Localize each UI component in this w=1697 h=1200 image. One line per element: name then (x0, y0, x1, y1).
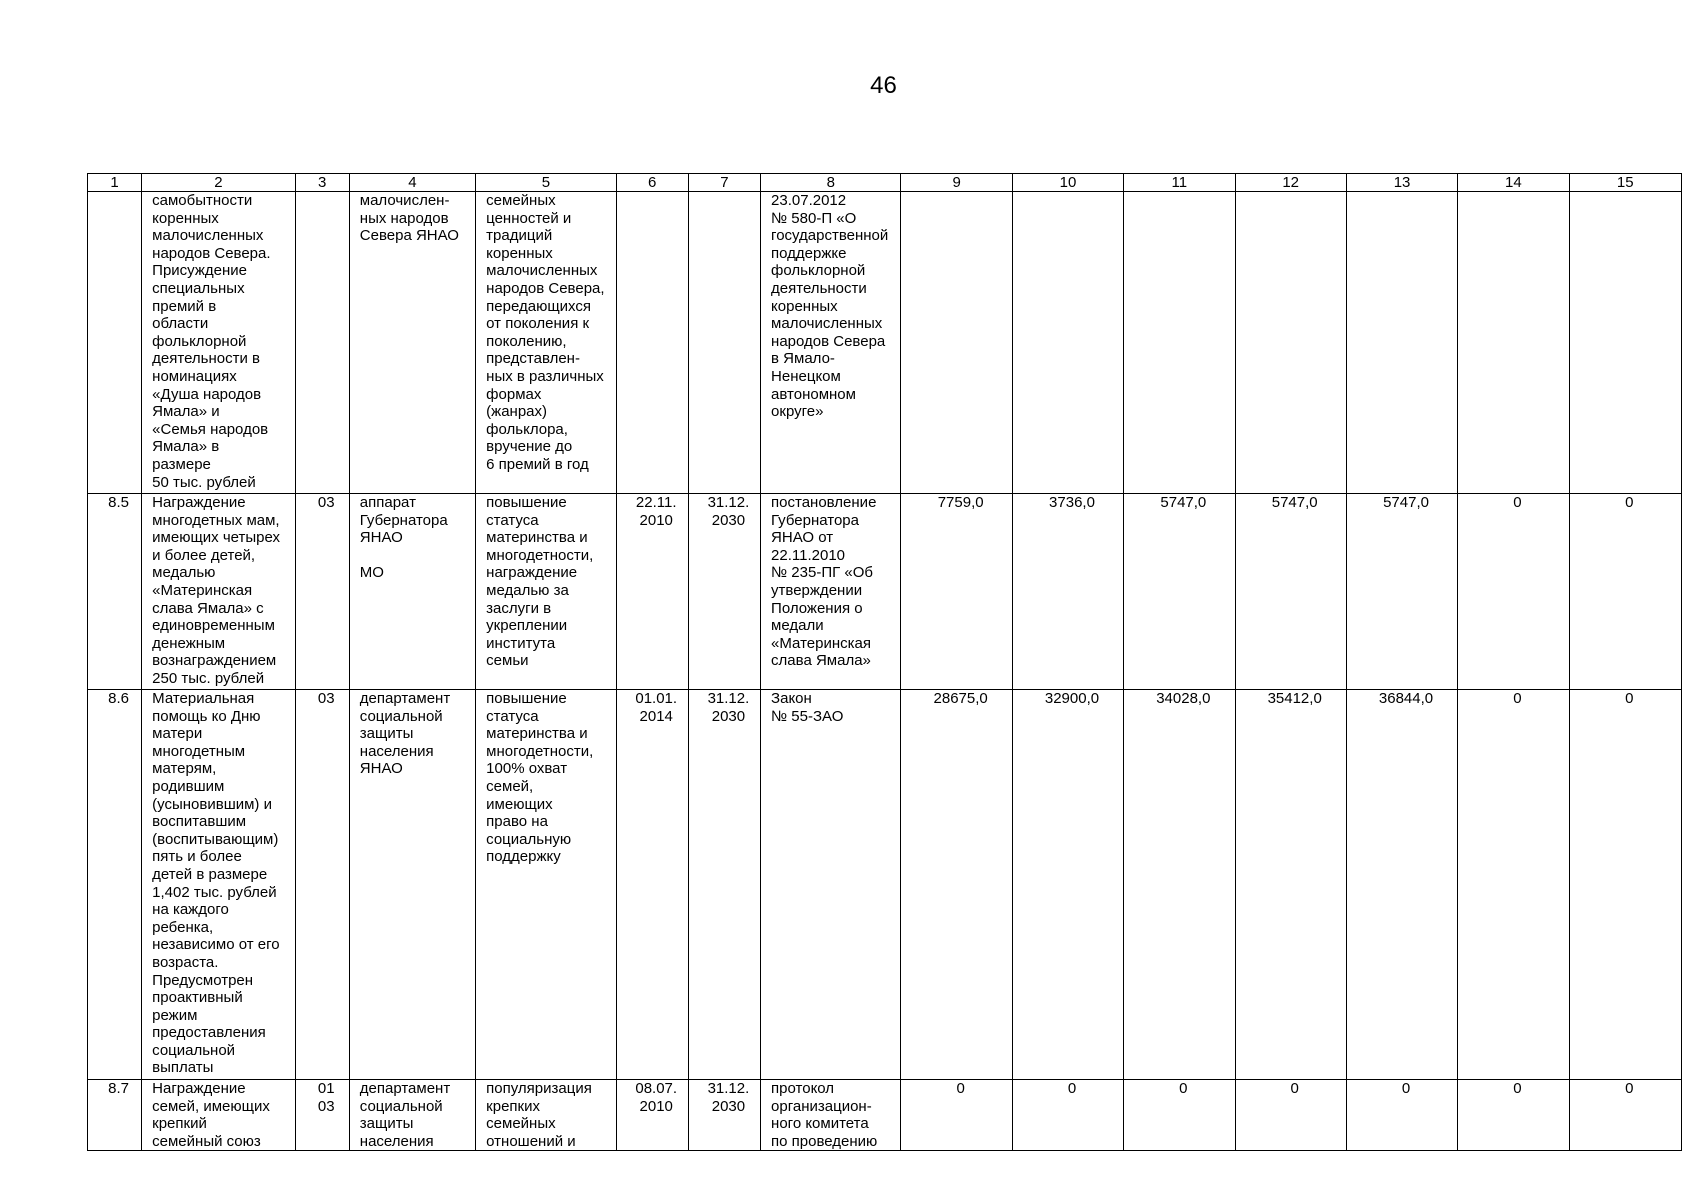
cell-result: семейных ценностей и традиций коренных малочисленных народов Севера, передающихся от поколения к поколению, представлен- ных в различных формах (жанрах) фольклора, вручение до 6 премий в год (476, 192, 616, 494)
cell-executor: малочислен- ных народов Севера ЯНАО (349, 192, 475, 494)
column-number-row (88, 174, 1682, 192)
cell-document: 23.07.2012 № 580-П «О государственной поддержке фольклорной деятельности коренных малочисленных народов Севера в Ямало- Ненецком автономном округе» (761, 192, 901, 494)
column-header: 15 (1569, 174, 1681, 192)
column-header: 8 (761, 174, 901, 192)
cell-value: 28675,0 (901, 690, 1012, 1080)
table-row (88, 494, 1682, 690)
cell-number (88, 192, 142, 494)
cell-end-date: 31.12. 2030 (688, 690, 760, 1080)
column-header: 13 (1346, 174, 1457, 192)
cell-value: 0 (901, 1080, 1012, 1151)
cell-code: 03 (295, 494, 349, 690)
cell-value: 5747,0 (1124, 494, 1235, 690)
column-header: 3 (295, 174, 349, 192)
cell-result: повышение статуса материнства и многодетности, награждение медалью за заслуги в укреплении института семьи (476, 494, 616, 690)
table-row (88, 192, 1682, 494)
cell-end-date: 31.12. 2030 (688, 1080, 760, 1151)
cell-value (1346, 192, 1457, 494)
column-header: 2 (142, 174, 295, 192)
cell-document: протокол организацион- ного комитета по проведению (761, 1080, 901, 1151)
cell-measure: Награждение семей, имеющих крепкий семейный союз (142, 1080, 295, 1151)
page-number: 46 (870, 72, 897, 99)
program-table (87, 173, 1682, 1151)
cell-end-date (688, 192, 760, 494)
cell-code: 03 (295, 690, 349, 1080)
cell-value: 5747,0 (1235, 494, 1346, 690)
cell-value: 0 (1569, 1080, 1681, 1151)
cell-value (1012, 192, 1123, 494)
cell-number: 8.6 (88, 690, 142, 1080)
cell-measure: Награждение многодетных мам, имеющих четырех и более детей, медалью «Материнская слава Ямала» с единовременным денежным вознаграждением 250 тыс. рублей (142, 494, 295, 690)
cell-end-date: 31.12. 2030 (688, 494, 760, 690)
cell-document: Закон № 55-ЗАО (761, 690, 901, 1080)
column-header: 6 (616, 174, 688, 192)
cell-code: 01 03 (295, 1080, 349, 1151)
cell-start-date: 01.01. 2014 (616, 690, 688, 1080)
column-header: 4 (349, 174, 475, 192)
cell-value: 32900,0 (1012, 690, 1123, 1080)
cell-executor: аппарат Губернатора ЯНАО МО (349, 494, 475, 690)
cell-value: 0 (1569, 494, 1681, 690)
column-header: 9 (901, 174, 1012, 192)
column-header: 5 (476, 174, 616, 192)
cell-result: повышение статуса материнства и многодетности, 100% охват семей, имеющих право на социальную поддержку (476, 690, 616, 1080)
column-header: 12 (1235, 174, 1346, 192)
cell-measure: Материальная помощь ко Дню матери многодетным матерям, родившим (усыновившим) и воспитавшим (воспитывающим) пять и более детей в размере 1,402 тыс. рублей на каждого ребенка, независимо от его возраста. Предусмотрен проактивный режим предоставления социальной выплаты (142, 690, 295, 1080)
cell-result: популяризация крепких семейных отношений и (476, 1080, 616, 1151)
cell-value (1458, 192, 1569, 494)
cell-value: 3736,0 (1012, 494, 1123, 690)
cell-value: 7759,0 (901, 494, 1012, 690)
cell-value: 5747,0 (1346, 494, 1457, 690)
cell-document: постановление Губернатора ЯНАО от 22.11.2010 № 235-ПГ «Об утверждении Положения о медали «Материнская слава Ямала» (761, 494, 901, 690)
cell-value: 0 (1124, 1080, 1235, 1151)
cell-value: 34028,0 (1124, 690, 1235, 1080)
cell-value: 0 (1569, 690, 1681, 1080)
column-header: 14 (1458, 174, 1569, 192)
column-header: 10 (1012, 174, 1123, 192)
cell-value: 0 (1458, 690, 1569, 1080)
cell-value (901, 192, 1012, 494)
table-row (88, 1080, 1682, 1151)
cell-number: 8.7 (88, 1080, 142, 1151)
column-header: 7 (688, 174, 760, 192)
cell-value (1124, 192, 1235, 494)
cell-executor: департамент социальной защиты населения (349, 1080, 475, 1151)
cell-measure: самобытности коренных малочисленных народов Севера. Присуждение специальных премий в области фольклорной деятельности в номинациях «Душа народов Ямала» и «Семья народов Ямала» в размере 50 тыс. рублей (142, 192, 295, 494)
column-header: 11 (1124, 174, 1235, 192)
cell-value: 0 (1458, 1080, 1569, 1151)
table-row (88, 690, 1682, 1080)
cell-start-date (616, 192, 688, 494)
cell-value: 36844,0 (1346, 690, 1457, 1080)
cell-value: 0 (1346, 1080, 1457, 1151)
cell-code (295, 192, 349, 494)
cell-number: 8.5 (88, 494, 142, 690)
cell-value: 0 (1458, 494, 1569, 690)
column-header: 1 (88, 174, 142, 192)
cell-start-date: 22.11. 2010 (616, 494, 688, 690)
cell-value: 35412,0 (1235, 690, 1346, 1080)
cell-value: 0 (1235, 1080, 1346, 1151)
cell-executor: департамент социальной защиты населения ЯНАО (349, 690, 475, 1080)
cell-start-date: 08.07. 2010 (616, 1080, 688, 1151)
cell-value: 0 (1012, 1080, 1123, 1151)
cell-value (1235, 192, 1346, 494)
cell-value (1569, 192, 1681, 494)
